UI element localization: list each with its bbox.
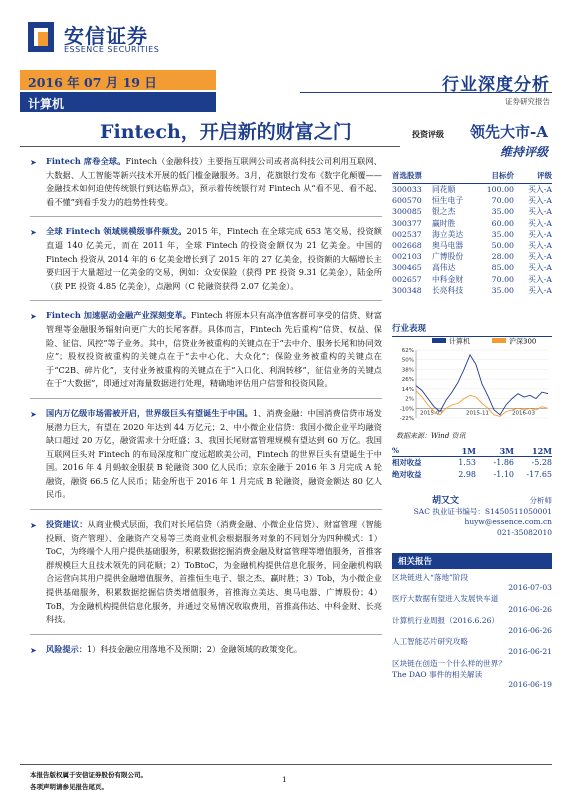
- section-divider: [30, 509, 382, 510]
- related-report-item[interactable]: [392, 616, 552, 636]
- analyst-info: [392, 496, 552, 538]
- target-price: 70.00: [491, 274, 514, 284]
- bullet-text: 2015 年，Fintech 在全球完成 653 笔交易，投资额直逼 140 亿美元，而在 2011 年，全球 Fintech 的投资金额仅为 21 亿美金。中国的 Fintech 投资从 2014 年的 6 亿美金增长到了 2015 年的 27 亿美金，投资额的大幅增长主要归因于大量超过一亿美金的交易，例如：众安保险（获得 PE 投资 9.31 亿美金），陆金所（获 PE 投资 4.85 亿美金），点融网（C 轮融资获得 2.07 亿美金）。: [46, 226, 382, 291]
- logo-text-en: ESSENCE SECURITIES: [64, 45, 160, 54]
- y-tick-label: 14%: [401, 386, 414, 393]
- table-cell: -1.86: [493, 458, 514, 467]
- related-report-title: The DAO 事件的相关解读: [392, 669, 483, 679]
- bullet-lead: Fintech 席卷全球。: [46, 156, 126, 166]
- table-row: [392, 218, 552, 229]
- stock-rating: 买入-A: [528, 196, 552, 206]
- stock-name: 中科金财: [432, 274, 464, 284]
- table-row: [392, 469, 552, 481]
- bullet-text: 从商业模式层面，我们对长尾信贷（消费金融、小微企业信贷）、财富管理（智能投顾、资产管理）、金融资产交易等三类商业机会根据服务对象的不同划分为四种模式：1）ToC，为终端个人用户提供基础服务，积累数据挖掘消费金融及财富管理等增值服务，首推客群规模巨大且技术领先的同花顺；2）ToBtoC，为金融机构提供信息化服务，同金融机构联合运营向其用户提供金融增值服务，首推恒生电子、银之杰、赢时胜；3）Tob，为小微企业提供基础服务，积累数据挖掘信贷类增值服务，首推海立美达、奥马电器、广博股份；4）ToB，为金融机构提供信息化服务，并通过交易情况收取费用，首推高伟达、中科金财、长亮科技。: [46, 519, 382, 625]
- target-price: 60.00: [491, 218, 514, 228]
- page-title: Fintech，开启新的财富之门: [100, 121, 352, 143]
- rating-value: 领先大市-A: [470, 123, 548, 141]
- header-cell: 3M: [499, 446, 514, 456]
- y-tick-label: 50%: [401, 357, 414, 364]
- header-cell: 目标价: [491, 171, 514, 180]
- related-report-date: 2016-06-21: [508, 647, 552, 657]
- related-report-title: 人工智能芯片研究攻略: [392, 637, 468, 647]
- related-report-item[interactable]: [392, 670, 552, 690]
- stock-code: 300348: [392, 285, 422, 295]
- table-cell: -5.28: [531, 458, 552, 467]
- rating-label: 投资评级: [412, 129, 444, 139]
- section-divider: [30, 216, 382, 217]
- legend-label: 沪深300: [509, 337, 537, 346]
- summary-body: [30, 155, 382, 663]
- target-price: 50.00: [491, 240, 514, 250]
- related-report-title: 区块链进入“落地”阶段: [392, 573, 469, 582]
- related-report-item[interactable]: [392, 637, 552, 657]
- table-cell: 1.53: [458, 458, 476, 467]
- bullet-lead: 风险提示：: [46, 643, 87, 654]
- stock-name: 高伟达: [432, 263, 456, 273]
- stock-code: 002103: [392, 252, 422, 262]
- y-tick-label: -10%: [399, 406, 414, 413]
- related-report-title: 医疗大数据有望进入发展快车道: [392, 594, 499, 604]
- bullet-text: Fintech 将原本只有高净值客群可享受的信贷、财富管理等金融服务辐射向更广大的长尾客群。具体而言，Fintech 先后重构“信贷、权益、保险、征信、风控”等子业务。其中，信贷业务被重构的关键点在于“去中介、服务长尾和协同效应”；股权投资被重构的关键点在于“去中心化、大众化”；保险业务被重构的关键点在于“C2B、碎片化”，支付业务被重构的关键点在于“入口化、利润转移”，征信业务的关键点在于“大数据”，即通过对海量数据进行处理，精确地评估用户信誉和投资风险。: [46, 310, 382, 389]
- bullet-lead: 全球 Fintech 领域规模级事件频发。: [46, 226, 187, 237]
- header-cell: %: [392, 446, 400, 455]
- sector-banner: 计算机: [20, 92, 216, 112]
- x-tick-label: 2015-07: [420, 410, 443, 417]
- title-divider: [20, 146, 400, 147]
- target-price: 28.00: [491, 252, 514, 262]
- stock-name: 银之杰: [432, 207, 456, 217]
- table-header: [392, 445, 552, 457]
- target-price: 35.00: [491, 207, 514, 217]
- target-price: 85.00: [491, 263, 514, 273]
- stock-rating: 买入-A: [528, 229, 552, 239]
- stock-rating: 买入-A: [528, 207, 552, 217]
- row-label: 绝对收益: [392, 470, 422, 479]
- stock-rating: 买入-A: [528, 240, 552, 250]
- target-price: 35.00: [491, 229, 514, 239]
- analyst-role: 分析师: [529, 496, 552, 505]
- stock-code: 300033: [392, 185, 422, 194]
- table-row: [392, 240, 552, 251]
- summary-bullet: [30, 643, 382, 657]
- legend-label: 计算机: [449, 337, 470, 346]
- related-report-title: 计算机行业周报（2016.6.26）: [392, 615, 499, 625]
- logo-icon: [28, 22, 54, 52]
- table-row: [392, 251, 552, 262]
- y-tick-label: 2%: [405, 396, 414, 403]
- table-row: [392, 285, 552, 296]
- summary-bullet: [30, 407, 382, 502]
- stock-name: 广博股份: [432, 252, 464, 262]
- date-banner: 2016 年 07 月 19 日: [20, 70, 216, 90]
- header-cell: 1M: [461, 446, 476, 456]
- x-tick-label: 2015-11: [466, 410, 489, 417]
- series-line: [416, 355, 548, 415]
- performance-chart: [392, 336, 552, 426]
- stock-rating: 买入-A: [528, 274, 552, 284]
- y-tick-label: 62%: [401, 348, 414, 354]
- bullet-arrow-icon: ➤: [30, 645, 37, 655]
- stock-code: 002668: [392, 240, 422, 250]
- performance-table: [392, 445, 552, 481]
- summary-bullet: [30, 155, 382, 209]
- chart-source: 数据来源：Wind 资讯: [396, 432, 466, 440]
- bullet-arrow-icon: ➤: [30, 312, 37, 322]
- bullet-arrow-icon: ➤: [30, 409, 37, 419]
- related-report-date: 2016-07-03: [508, 583, 552, 593]
- rating-status: 维持评级: [499, 145, 548, 159]
- table-row: [392, 184, 552, 195]
- table-row: [392, 229, 552, 240]
- summary-bullet: [30, 309, 382, 391]
- x-tick-label: 2016-03: [512, 410, 535, 417]
- legend-swatch: [432, 338, 446, 343]
- analyst-phone: 021-35082010: [496, 527, 552, 537]
- related-report-item[interactable]: [392, 594, 552, 614]
- related-report-date: 2016-06-26: [508, 604, 552, 614]
- table-row: [392, 274, 552, 285]
- summary-bullet: [30, 225, 382, 293]
- stock-rating: 买入-A: [528, 218, 552, 228]
- header-cell: 首选股票: [392, 171, 422, 180]
- target-price: 100.00: [486, 185, 514, 194]
- stock-code: 002537: [392, 229, 422, 239]
- footer-copyright: 本报告版权属于安信证券股份有限公司。: [30, 771, 147, 779]
- summary-bullet: [30, 518, 382, 627]
- target-price: 70.00: [491, 196, 514, 206]
- row-label: 相对收益: [392, 458, 422, 467]
- section-divider: [30, 398, 382, 399]
- bullet-text: Fintech（金融科技）主要指互联网公司或者高科技公司利用互联网、大数据、人工智能等新兴技术开展的低门槛金融服务。3月，花旗银行发布《数字化颠覆——金融技术如何迫使传统银行到达临界点》，预示着传统银行对 Fintech 从“看不见、看不起、看不懂”到看手发力的趋势性转变。: [46, 156, 382, 207]
- stock-code: 300465: [392, 263, 422, 273]
- report-type: 行业深度分析: [442, 75, 550, 95]
- stock-code: 002657: [392, 274, 422, 284]
- footer-divider: [20, 764, 552, 765]
- bullet-lead: 投资建议：: [46, 519, 88, 530]
- bullet-text: 1、消费金融：中国消费信贷市场发展潜力巨大，有望在 2020 年达到 44 万亿元；2、中小微企业信贷：我国小微企业平均融资缺口超过 20 万亿，融资需求十分旺盛；3、我国长尾财富管理规模有望达到 60 万亿。我国互联网巨头对 Fintech 的布局深度和广度远超欧美公司，Fintech 的世界巨头有望诞生于中国。2016 年 4 月蚂蚁金服获 B 轮融资 300 亿人民币；京东金融于 2016 年 3 月完成 A 轮融资，融资 66.5 亿人民币；陆金所也于 2016 年 1 月完成 B 轮融资，融资金额达 80 亿人民币。: [46, 407, 382, 500]
- stock-name: 赢时胜: [432, 218, 456, 228]
- stock-rating: 买入-A: [528, 185, 552, 194]
- related-report-title: 区块链在创造一个什么样的世界？: [392, 658, 506, 668]
- table-cell: 2.98: [458, 470, 476, 479]
- related-report-item[interactable]: [392, 659, 552, 669]
- related-reports-list: [392, 573, 552, 691]
- table-header: [392, 170, 552, 184]
- stock-name: 恒生电子: [432, 196, 464, 206]
- section-divider: [30, 300, 382, 301]
- stock-code: 300377: [392, 218, 422, 228]
- y-tick-label: 26%: [401, 377, 414, 384]
- y-tick-label: 38%: [401, 367, 414, 374]
- y-tick-label: -22%: [399, 416, 414, 422]
- analyst-name: 胡又文: [432, 496, 460, 506]
- table-row: [392, 262, 552, 273]
- related-reports-title: 相关报告: [392, 553, 552, 569]
- stock-rating: 买入-A: [528, 285, 552, 295]
- page-number: 1: [282, 775, 287, 784]
- table-row: [392, 195, 552, 206]
- bullet-arrow-icon: ➤: [30, 521, 37, 531]
- header-cell: 评级: [537, 171, 552, 180]
- stock-name: 长亮科技: [432, 285, 464, 295]
- stock-code: 600570: [392, 196, 422, 206]
- bullet-lead: 国内万亿级市场需被开启，世界级巨头有望诞生于中国。: [46, 407, 253, 418]
- legend-swatch: [492, 338, 506, 343]
- stock-rating: 买入-A: [528, 252, 552, 262]
- bullet-lead: Fintech 加速驱动金融产业深刻变革。: [46, 310, 192, 321]
- stock-name: 海立美达: [432, 229, 464, 239]
- bullet-text: 1）科技金融应用落地不及预期；2）金融领域的政策变化。: [86, 643, 303, 654]
- table-row: [392, 457, 552, 469]
- table-cell: -1.10: [493, 470, 514, 479]
- logo-text-cn: 安信证券: [64, 24, 148, 48]
- table-cell: -17.65: [526, 470, 552, 479]
- related-report-item[interactable]: [392, 573, 552, 593]
- related-report-date: 2016-06-19: [508, 680, 552, 690]
- stock-rating: 买入-A: [528, 263, 552, 273]
- analyst-email[interactable]: huyw@essence.com.cn: [464, 517, 552, 526]
- target-price: 35.00: [491, 285, 514, 295]
- section-divider: [30, 634, 382, 635]
- related-report-date: 2016-06-26: [508, 626, 552, 636]
- stock-name: 奥马电器: [432, 240, 464, 250]
- stock-picks-table: [392, 170, 552, 296]
- report-subtitle: 证券研究报告: [505, 97, 550, 106]
- table-row: [392, 206, 552, 217]
- industry-performance-title: 行业表现: [392, 322, 552, 337]
- header-cell: 12M: [532, 446, 552, 456]
- bullet-arrow-icon: ➤: [30, 228, 37, 238]
- analyst-license: SAC 执业证书编号：S1450511050001: [413, 506, 552, 516]
- stock-code: 300085: [392, 207, 422, 217]
- bullet-arrow-icon: ➤: [30, 158, 37, 167]
- stock-name: 同花顺: [432, 185, 456, 194]
- footer-disclaimer: 各项声明请参见报告尾页。: [30, 783, 108, 791]
